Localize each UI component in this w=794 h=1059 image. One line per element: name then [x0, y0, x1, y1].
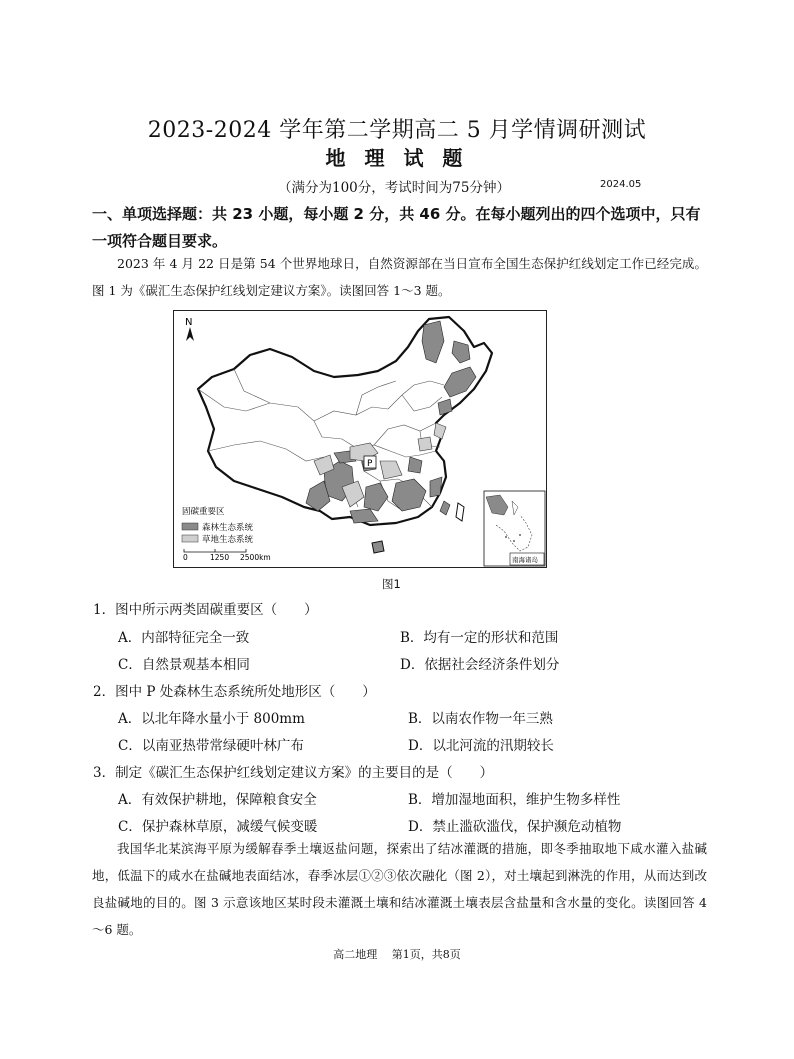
figure-1-caption: 图1 — [382, 577, 401, 591]
question-3-stem: 3．制定《碳汇生态保护红线划定建议方案》的主要目的是（ ） — [93, 765, 494, 781]
exam-title: 2023-2024 学年第二学期高二 5 月学情调研测试 — [147, 118, 647, 143]
scale-bar — [184, 549, 246, 552]
page-footer: 高二地理 第1页，共8页 — [333, 948, 461, 961]
exam-note: （满分为100分，考试时间为75分钟） — [278, 180, 510, 196]
south-china-sea-inset — [484, 491, 545, 566]
hainan-island — [372, 541, 384, 553]
question-1-stem: 1．图中所示两类固碳重要区（ ） — [93, 602, 318, 618]
legend-forest-swatch — [182, 523, 198, 530]
legend-grass-swatch — [182, 535, 198, 542]
point-p-label: P — [367, 459, 373, 469]
question-3-option-b[interactable]: B．增加湿地面积，维护生物多样性 — [408, 792, 621, 808]
question-3-option-d[interactable]: D．禁止滥砍滥伐，保护濒危动植物 — [408, 819, 622, 835]
north-arrow-icon — [185, 317, 194, 341]
intro-paragraph-2: 我国华北某滨海平原为缓解春季土壤返盐问题，探索出了结冰灌溉的措施，即冬季抽取地下咸水灌入盐碱地，低温下的咸水在盐碱地表面结冰，春季冰层①②③依次融化（图 2），对土壤起到淋洗的作用，从而达到改良盐碱地的目的。图 3 示意该地区某时段未灌溉土壤和结冰灌溉土壤表层含盐量和含水量的变化。读图回答 4～6 题。 — [92, 841, 707, 937]
question-2-stem: 2．图中 P 处森林生态系统所处地形区（ ） — [93, 684, 376, 700]
question-2-option-c[interactable]: C．以南亚热带常绿硬叶林广布 — [118, 738, 304, 754]
exam-date: 2024.05 — [600, 179, 642, 190]
taiwan-island — [456, 503, 464, 521]
question-2-option-b[interactable]: B．以南农作物一年三熟 — [408, 711, 553, 727]
question-1-option-d[interactable]: D．依据社会经济条件划分 — [400, 657, 560, 673]
china-map — [174, 311, 546, 567]
question-2-option-a[interactable]: A．以北年降水量小于 800mm — [118, 711, 305, 727]
question-3-option-c[interactable]: C．保护森林草原，减缓气候变暖 — [118, 819, 318, 835]
question-1-option-b[interactable]: B．均有一定的形状和范围 — [400, 630, 559, 646]
scale-2500: 2500km — [240, 553, 271, 562]
subject-title: 地 理 试 题 — [325, 146, 469, 170]
question-1-option-a[interactable]: A．内部特征完全一致 — [118, 630, 250, 646]
north-label: N — [185, 317, 193, 328]
legend-title: 固碳重要区 — [182, 507, 225, 517]
point-p-marker — [364, 456, 376, 469]
section-heading: 一、单项选择题：共 23 小题，每小题 2 分，共 46 分。在每小题列出的四个选项中，只有一项符合题目要求。 — [92, 205, 701, 250]
figure-1-map — [173, 310, 547, 568]
intro-paragraph-1: 2023 年 4 月 22 日是第 54 个世界地球日，自然资源部在当日宣布全国生态保护红线划定工作已经完成。图 1 为《碳汇生态保护红线划定建议方案》。读图回答 1～3 题。 — [92, 256, 707, 298]
legend-grass-label: 草地生态系统 — [202, 535, 254, 545]
inset-label: 南海诸岛 — [512, 556, 538, 564]
legend-forest-label: 森林生态系统 — [202, 523, 254, 533]
question-1-option-c[interactable]: C．自然景观基本相同 — [118, 657, 250, 673]
scale-0: 0 — [183, 553, 188, 562]
question-2-option-d[interactable]: D．以北河流的汛期较长 — [408, 738, 554, 754]
scale-1250: 1250 — [210, 553, 230, 562]
question-3-option-a[interactable]: A．有效保护耕地，保障粮食安全 — [118, 792, 317, 808]
map-legend — [182, 506, 271, 562]
